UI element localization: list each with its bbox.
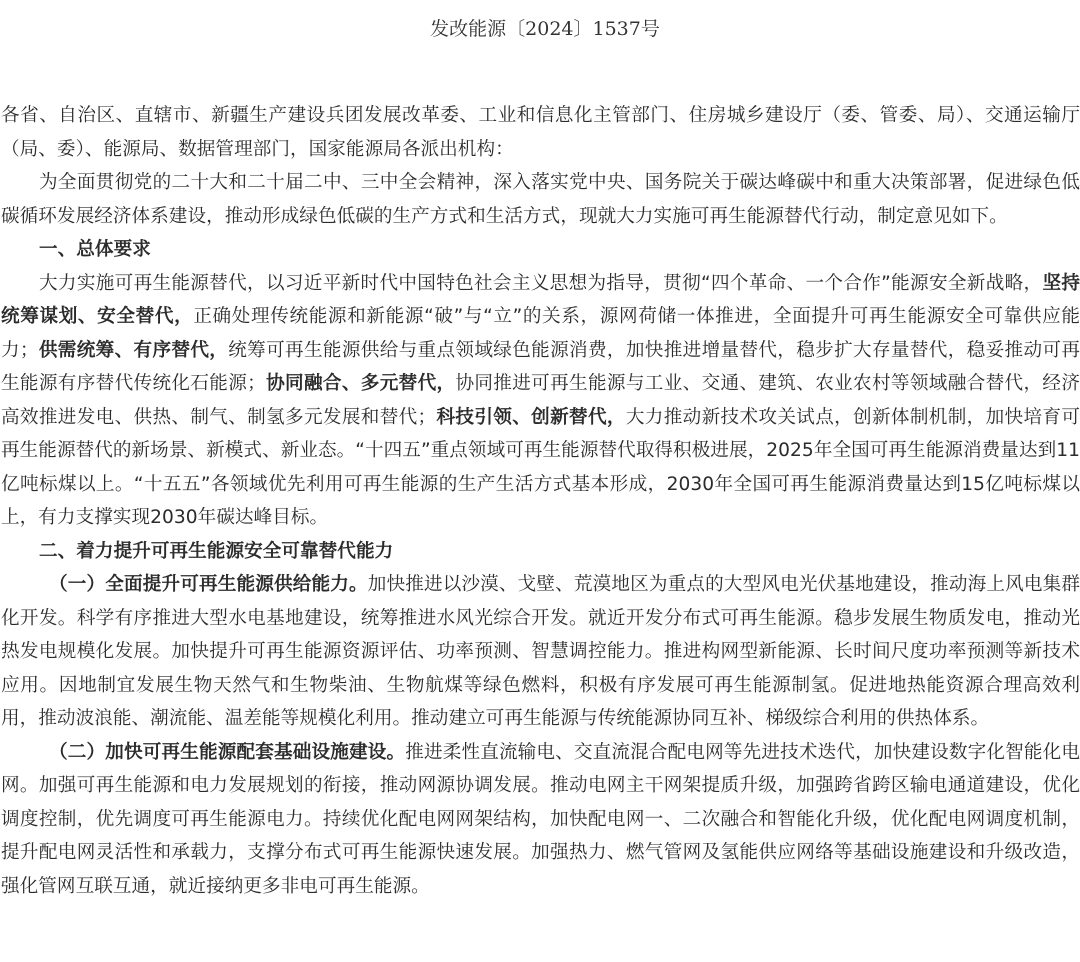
subsection-2-title: （二）加快可再生能源配套基础设施建设。 [49, 741, 406, 763]
section-1-heading: 一、总体要求 [39, 239, 151, 260]
subsection-2-text: 推进柔性直流输电、交直流混合配电网等先进技术迭代，加快建设数字化智能化电网。加强可再生能源和电力发展规划的衔接，推动网源协调发展。推动电网主干网架提质升级，加强跨省跨区输电通道建设，优化调度控制，优先调度可再生能源电力。持续优化配电网网架结构，加快配电网一、二次融合和智能化升级，优化配电网调度机制，提升配电网灵活性和承载力，支撑分布式可再生能源快速发展。加强热力、燃气管网及氢能供应网络等基础设施建设和升级改造，强化管网互联互通，就近接纳更多非电可再生能源。 [1, 741, 1080, 897]
text-run: 大力实施可再生能源替代，以习近平新时代中国特色社会主义思想为指导，贯彻“四个革命、一个合作”能源安全新战略， [39, 272, 1043, 294]
text-run: 正确处理传统能源和新能源“破”与“立”的关系，源网荷储一体推进，全面提升可再生能源安全可靠供应能力； [1, 306, 1080, 361]
intro-paragraph: 为全面贯彻党的二十大和二十届二中、三中全会精神，深入落实党中央、国务院关于碳达峰碳中和重大决策部署，促进绿色低碳循环发展经济体系建设，推动形成绿色低碳的生产方式和生活方式，现就大力实施可再生能源替代行动，制定意见如下。 [1, 172, 1080, 227]
principle-3-bold: 协同融合、多元替代， [265, 373, 456, 394]
principle-2-bold: 供需统筹、有序替代， [38, 339, 229, 361]
text-run: 协同推进可再生能源与工业、交通、建筑、农业农村等领域融合替代，经济高效推进发电、供热、制气、制氢多元发展和替代； [1, 373, 1080, 428]
section-2-heading: 二、着力提升可再生能源安全可靠替代能力 [39, 540, 394, 562]
principle-4-bold: 科技引领、创新替代， [436, 406, 626, 428]
document-body [1, 99, 1080, 903]
text-run: 统筹可再生能源供给与重点领域绿色能源消费，加快推进增量替代，稳步扩大存量替代，稳妥推动可再生能源有序替代传统化石能源； [1, 339, 1080, 394]
subsection-1-paragraph [1, 568, 1080, 736]
section-1-paragraph [1, 267, 1080, 535]
subsection-1-title: （一）全面提升可再生能源供给能力。 [49, 574, 368, 595]
document-number: 发改能源〔2024〕1537号 [430, 18, 660, 40]
subsection-1-text: 加快推进以沙漠、戈壁、荒漠地区为重点的大型风电光伏基地建设，推动海上风电集群化开发。科学有序推进大型水电基地建设，统筹推进水风光综合开发。就近开发分布式可再生能源。稳步发展生物质发电，推动光热发电规模化发展。加快提升可再生能源资源评估、功率预测、智慧调控能力。推进构网型新能源、长时间尺度功率预测等新技术应用。因地制宜发展生物天然气和生物柴油、生物航煤等绿色燃料，积极有序发展可再生能源制氢。促进地热能资源合理高效利用，推动波浪能、潮流能、温差能等规模化利用。推动建立可再生能源与传统能源协同互补、梯级综合利用的供热体系。 [1, 574, 1080, 729]
addressee-paragraph: 各省、自治区、直辖市、新疆生产建设兵团发展改革委、工业和信息化主管部门、住房城乡建设厅（委、管委、局）、交通运输厅（局、委）、能源局、数据管理部门，国家能源局各派出机构： [1, 105, 1080, 160]
subsection-2-paragraph [1, 736, 1080, 904]
principle-1-bold: 坚持统筹谋划、安全替代， [1, 272, 1080, 327]
text-run: 大力推动新技术攻关试点，创新体制机制，加快培育可再生能源替代的新场景、新模式、新业态。“十四五”重点领域可再生能源替代取得积极进展，2025年全国可再生能源消费量达到11亿吨标煤以上。“十五五”各领域优先利用可再生能源的生产生活方式基本形成，2030年全国可再生能源消费量达到15亿吨标煤以上，有力支撑实现2030年碳达峰目标。 [1, 406, 1080, 528]
